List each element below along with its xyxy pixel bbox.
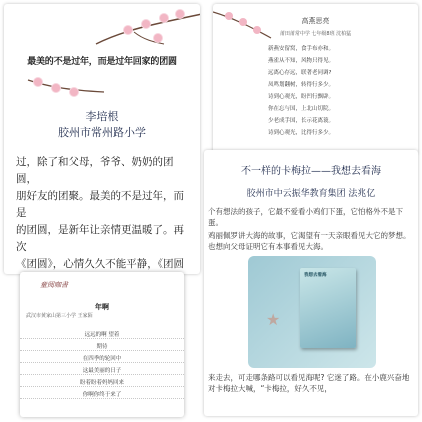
article-card-camela xyxy=(204,150,418,416)
poem-line: 在四季的轮回中 xyxy=(20,354,184,363)
cherry-blossom-branch-top xyxy=(94,10,200,50)
poem-line: 少老成手国，长示花离蓑。 xyxy=(268,118,335,124)
poem-line: 远远的啊 望着 xyxy=(20,330,184,339)
poem-author: 莆田莆常中学 七年级8班 沈柏猛 xyxy=(279,31,352,37)
book-title: 我想去看海 xyxy=(304,273,327,278)
blossom-icon xyxy=(52,84,60,92)
blossom-icon xyxy=(142,20,150,28)
poem-line: 燕雀从不知，风物只得见。 xyxy=(268,58,335,64)
book-photo xyxy=(248,256,376,368)
poem-line: 你啊你终于来了 xyxy=(20,390,184,399)
article-title: 最美的不是过年，而是过年回家的团圆 xyxy=(27,57,177,67)
article-school: 胶州市常州路小学 xyxy=(58,126,146,139)
article-paragraph: 来走去，可走哪条路可以看见海呢? 它迷了路。在小鹿兴奋地对卡梅拉大喊，“卡梅拉，好久不见， xyxy=(208,373,410,393)
body-line: 《团圆》，心情久久不能平静，《团圆 xyxy=(16,258,184,270)
poem-title: 高燕思亮 xyxy=(301,17,330,25)
poem-title: 年啊 xyxy=(95,303,109,311)
poem-line: 这最美丽的日子 xyxy=(20,366,184,375)
body-line: 的团圆，是新年让亲情更温暖了。再次 xyxy=(16,224,184,253)
blossom-icon xyxy=(34,78,42,86)
poem-card-right xyxy=(213,4,418,154)
body-line: 过，除了和父母，爷爷、奶奶的团圆， xyxy=(16,156,174,185)
poem-line: 诗到心观光，比得行多少。 xyxy=(268,130,335,136)
blossom-icon xyxy=(176,10,184,18)
body-line: 朋好友的团聚。最美的不是过年，而是 xyxy=(16,190,184,219)
article-paragraph: 个有想法的孩子，它最不爱看小鸡们下蛋，它怕格外不是下蛋。 xyxy=(208,207,403,227)
article-title: 不一样的卡梅拉——我想去看海 xyxy=(241,166,381,177)
poem-line: 你在忘与国，上北山切院。 xyxy=(268,106,335,112)
article-school: 胶州市中云振华教育集团 法兆亿 xyxy=(246,189,376,199)
poem-line: 凤鸣划翻树，转得行多少。 xyxy=(268,82,335,88)
article-author: 李培根 xyxy=(85,110,119,123)
book-cover xyxy=(300,268,356,348)
blossom-icon xyxy=(70,88,78,96)
article-body xyxy=(16,154,194,274)
poem-author: 武汉市黄家山第三小学 王家陌 xyxy=(26,313,93,319)
poem-line: 盼着盼着妈妈回来 xyxy=(20,378,184,387)
starfish-icon: ★ xyxy=(266,310,281,329)
poem-line: 期待 xyxy=(20,342,184,351)
poem-line: 远离心存远，联著老同调? xyxy=(268,70,332,76)
poem-card xyxy=(20,272,184,417)
blossom-icon xyxy=(124,26,132,34)
poem-header: 童阅咖書 xyxy=(40,281,68,289)
article-paragraph: 鸡丽佩罗讲大海的故事，它渴望有一天亲眼看见大它的梦想。也想向父母证明它有本事看见大海。 xyxy=(208,231,411,251)
blossom-icon xyxy=(154,34,162,42)
poem-line: 新燕安留窝，食手布亦和。 xyxy=(268,46,335,52)
article-card-family-reunion xyxy=(4,4,200,274)
blossom-icon xyxy=(160,14,168,22)
poem-line: 诗到心观光，盼凹行飘辟。 xyxy=(268,94,335,100)
